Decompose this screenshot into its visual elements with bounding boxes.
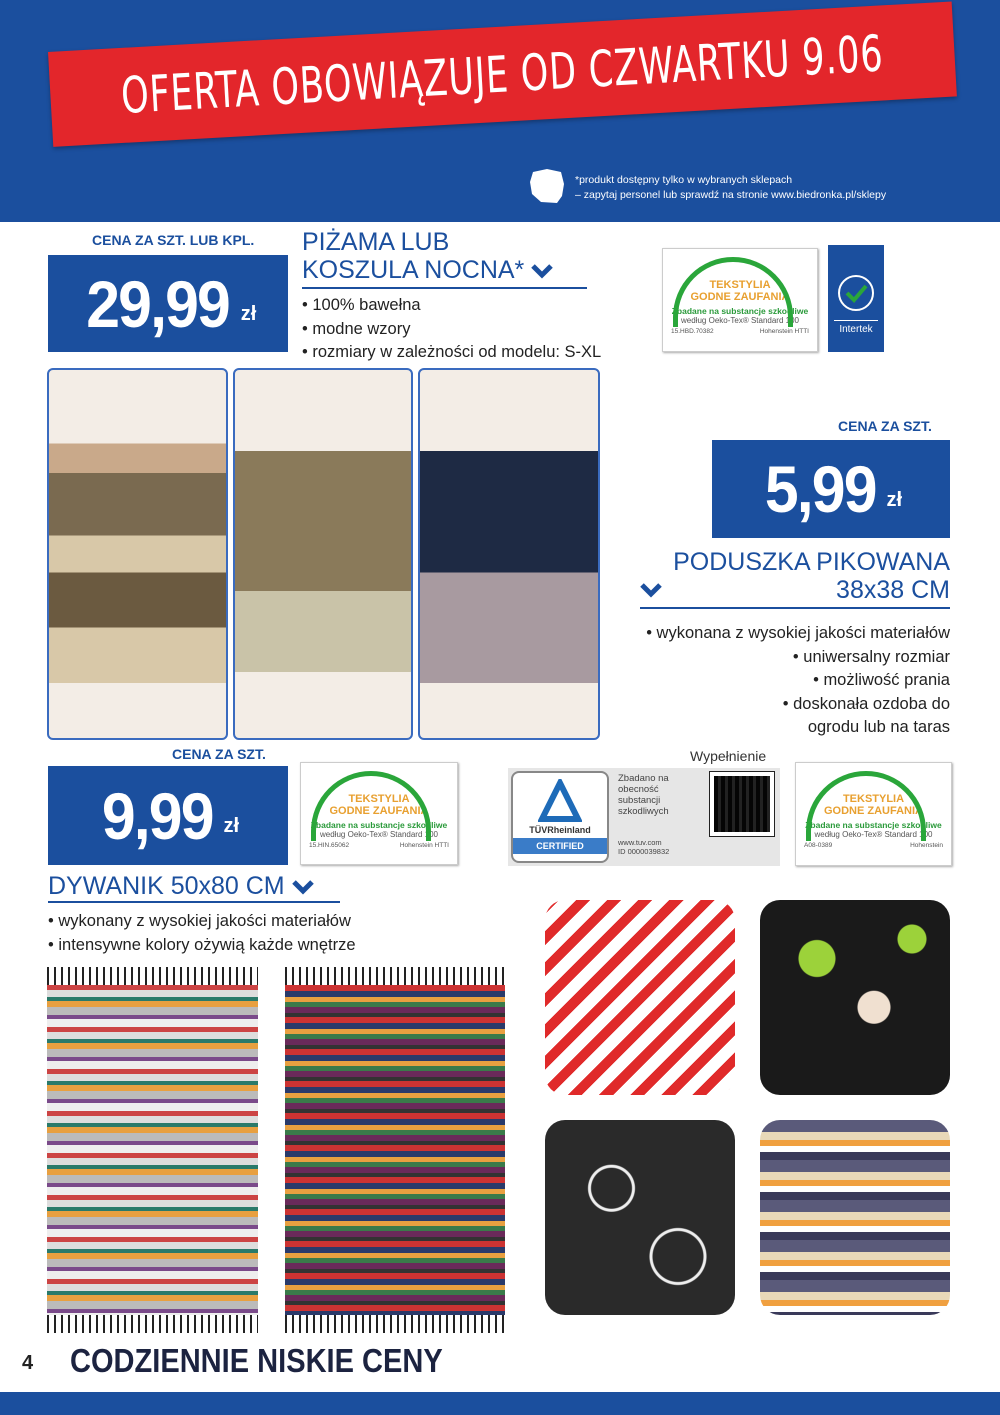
- badge-text: Zbadane na substancje szkodliwe: [310, 820, 448, 830]
- bullets: [48, 910, 356, 957]
- product-photo-pajama-khaki: [233, 368, 413, 740]
- chevron-down-icon: [531, 260, 553, 282]
- badge-inst: Hohenstein HTTI: [759, 328, 809, 335]
- product-title: [48, 872, 340, 903]
- currency: zł: [223, 815, 240, 837]
- title-line: PODUSZKA PIKOWANA: [673, 548, 950, 576]
- badge-inst: Hohenstein: [910, 842, 943, 849]
- product-photo-cushion-white-flowers: [545, 1120, 735, 1315]
- chevron-down-icon: [292, 876, 314, 898]
- slogan: CODZIENNIE NISKIE CENY: [70, 1342, 443, 1379]
- bullets: [302, 294, 601, 365]
- currency: zł: [886, 488, 903, 511]
- product-title: [640, 548, 950, 609]
- badge-text: według Oeko-Tex® Standard 100: [681, 316, 799, 325]
- badge-text: TEKSTYLIA: [709, 279, 771, 291]
- oeko-tex-badge: [795, 762, 952, 866]
- rug-fringe: [285, 1315, 505, 1333]
- product-photo-pajama-navy: [418, 368, 600, 740]
- badge-id: A08-0389: [804, 842, 833, 849]
- badge-text: Zbadane na substancje szkodliwe: [805, 820, 942, 830]
- note-line: – zapytaj personel lub sprawdź na stronie www.biedronka.pl/sklepy: [575, 189, 887, 201]
- badge-text: według Oeko-Tex® Standard 100: [814, 830, 933, 839]
- product-title: [302, 228, 587, 289]
- price-label: CENA ZA SZT.: [838, 418, 932, 434]
- badge-id: 15.HIN.65062: [309, 842, 350, 849]
- filling-label: Wypełnienie: [690, 748, 767, 764]
- badge-text: GODNE ZAUFANIA: [824, 805, 923, 817]
- badge-text: GODNE ZAUFANIA: [329, 805, 429, 817]
- bullet: • wykonany z wysokiej jakości materiałów: [48, 912, 351, 930]
- price-box: [712, 440, 950, 538]
- price: 29,99: [85, 266, 229, 341]
- price-label: CENA ZA SZT.: [172, 746, 266, 762]
- intertek-badge: [828, 245, 884, 352]
- bullet: • intensywne kolory ożywią każde wnętrze: [48, 935, 356, 954]
- price-box: [48, 766, 288, 865]
- bullet: • 100% bawełna: [302, 296, 421, 314]
- bullet: • doskonała ozdoba do: [782, 694, 950, 713]
- title-line: KOSZULA NOCNA*: [302, 256, 525, 284]
- rug-fringe: [285, 967, 505, 985]
- price: 5,99: [764, 452, 876, 526]
- tuv-text: Zbadano na obecność substancji szkodliwych: [618, 773, 669, 817]
- bullets: [590, 622, 950, 740]
- badge-text: TEKSTYLIA: [348, 793, 410, 805]
- bullet: • modne wzory: [302, 319, 411, 338]
- badge-inst: Hohenstein HTTI: [399, 842, 449, 849]
- badge-text: GODNE ZAUFANIA: [690, 291, 790, 303]
- check-icon: [836, 273, 876, 313]
- badge-text: Intertek: [834, 320, 878, 335]
- badge-text: Zbadane na substancje szkodliwe: [671, 306, 809, 316]
- bullet: • możliwość prania: [813, 671, 950, 689]
- footer-bar: [0, 1392, 1000, 1415]
- badge-text: według Oeko-Tex® Standard 100: [320, 830, 438, 839]
- product-photo-nightgown: [47, 368, 228, 740]
- tuv-id: ID 0000039832: [618, 847, 670, 856]
- product-photo-rug-light: [47, 985, 258, 1315]
- tuv-logo: [511, 771, 609, 863]
- tuv-url: www.tuv.com: [618, 838, 662, 847]
- product-photo-cushion-chevron: [545, 900, 735, 1095]
- price: 9,99: [101, 778, 213, 853]
- badge-id: 15.HBD.70382: [671, 328, 714, 335]
- oeko-tex-badge: [662, 248, 818, 352]
- title-line: 38x38 CM: [836, 576, 950, 604]
- bullet: • rozmiary w zależności od modelu: S-XL: [302, 343, 602, 361]
- currency: zł: [240, 303, 257, 325]
- badge-text: TEKSTYLIA: [842, 793, 905, 805]
- price-box: [48, 255, 288, 352]
- product-photo-rug-dark: [285, 985, 505, 1315]
- tuv-info: [612, 768, 702, 866]
- product-photo-cushion-stripes: [760, 1120, 950, 1315]
- bullet: ogrodu lub na taras: [807, 718, 950, 736]
- title-line: PIŻAMA LUB: [302, 228, 450, 256]
- title-line: DYWANIK 50x80 CM: [48, 872, 285, 900]
- rug-fringe: [47, 1315, 258, 1333]
- chevron-down-icon: [640, 579, 662, 601]
- tuv-badge: [508, 768, 780, 866]
- bullet: • uniwersalny rozmiar: [792, 647, 950, 666]
- note-line: *produkt dostępny tylko w wybranych sklepach: [575, 174, 793, 186]
- tuv-cert: CERTIFIED: [513, 838, 607, 854]
- tuv-triangle-icon: [538, 779, 582, 823]
- banner-text: OFERTA OBOWIĄZUJE OD CZWARTKU 9.06: [119, 23, 886, 125]
- rug-fringe: [47, 967, 258, 985]
- price-label: CENA ZA SZT. LUB KPL.: [92, 232, 255, 248]
- poland-map-icon: [527, 166, 567, 206]
- qr-code[interactable]: [710, 772, 774, 836]
- product-photo-cushion-green-flowers: [760, 900, 950, 1095]
- oeko-tex-badge: [300, 762, 458, 865]
- page-number: 4: [22, 1352, 34, 1374]
- bullet: • wykonana z wysokiej jakości materiałów: [646, 624, 950, 642]
- tuv-brand: TÜVRheinland: [529, 825, 591, 835]
- availability-note: [575, 173, 886, 203]
